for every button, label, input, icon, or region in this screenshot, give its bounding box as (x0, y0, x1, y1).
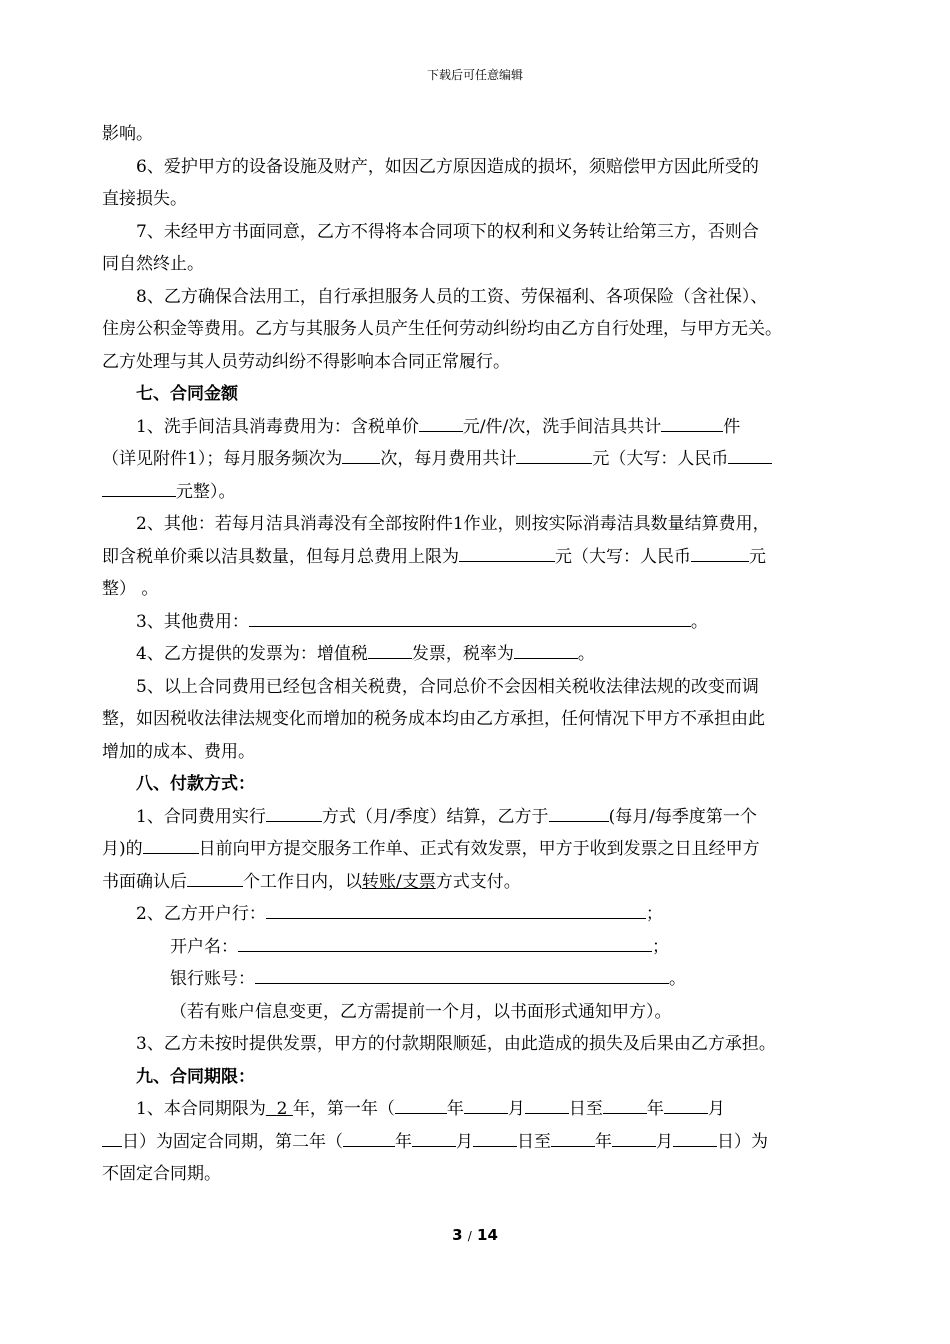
text: 年 (646, 1099, 664, 1119)
paragraph (102, 216, 852, 249)
text: 日前向甲方提交服务工作单、正式有效发票，甲方于收到发票之日且经甲方 (198, 839, 760, 859)
blank-field[interactable] (102, 1126, 122, 1147)
blank-field[interactable] (368, 638, 412, 659)
paragraph (102, 1158, 852, 1191)
paragraph (102, 541, 852, 574)
paragraph (102, 411, 852, 444)
blank-field[interactable] (525, 1093, 569, 1114)
blank-field[interactable] (419, 411, 463, 432)
text: 元/件/次，洗手间洁具共计 (462, 416, 662, 437)
document-body (102, 118, 852, 1191)
text: 元（大写：人民币 (592, 449, 729, 469)
paragraph (102, 671, 852, 704)
page-header: 下载后可任意编辑 (426, 68, 523, 82)
blank-field[interactable] (412, 1126, 456, 1147)
total-pages: 14 (477, 1226, 498, 1244)
text: 1、本合同期限为 (136, 1099, 266, 1119)
paragraph (102, 606, 852, 639)
text: 月 (507, 1099, 525, 1119)
text: 3、乙方未按时提供发票，甲方的付款期限顺延，由此造成的损失及后果由乙方承担。 (136, 1034, 776, 1054)
paragraph (102, 963, 852, 996)
paragraph (102, 248, 852, 281)
blank-field[interactable] (249, 606, 691, 627)
paragraph (102, 508, 852, 541)
blank-field[interactable] (514, 638, 578, 659)
text: 年 (446, 1099, 464, 1119)
text: 方式（月/季度）结算，乙方于 (321, 806, 549, 827)
text: 增加的成本、费用。 (102, 741, 255, 762)
text: ； (645, 904, 663, 924)
text: 4、乙方提供的发票为：增值税 (136, 644, 368, 664)
blank-field[interactable] (473, 1126, 517, 1147)
text: 直接损失。 (102, 189, 187, 209)
blank-field[interactable] (673, 1126, 717, 1147)
text: 1、合同费用实行 (136, 806, 266, 827)
text: 7、未经甲方书面同意，乙方不得将本合同项下的权利和义务转让给第三方，否则合 (136, 221, 759, 242)
text: 日）为固定合同期，第二年（ (122, 1131, 343, 1152)
section-heading-7: 七、合同金额 (136, 384, 238, 404)
payment-method-text: 转账/支票 (362, 871, 436, 892)
text: 月 (656, 1131, 673, 1152)
text: 2、其他：若每月洁具消毒没有全部按附件1作业，则按实际消毒洁具数量结算费用， (136, 514, 770, 534)
blank-field[interactable] (395, 1093, 447, 1114)
text: 方式支付。 (435, 871, 521, 892)
paragraph (102, 996, 852, 1029)
paragraph (102, 866, 852, 899)
text: 同自然终止。 (102, 254, 204, 274)
text: 件 (723, 416, 741, 437)
paragraph (102, 346, 852, 379)
text: 年 (395, 1131, 412, 1152)
paragraph (102, 638, 852, 671)
section-heading-8: 八、付款方式： (136, 774, 255, 794)
text: 开户名： (170, 936, 238, 957)
blank-field[interactable] (187, 866, 243, 887)
paragraph (102, 833, 852, 866)
paragraph (102, 1028, 852, 1061)
text: 。 (669, 969, 686, 989)
text: ； (652, 936, 669, 957)
page-number (0, 1226, 950, 1244)
text: 乙方处理与其人员劳动纠纷不得影响本合同正常履行。 (102, 351, 510, 372)
blank-field[interactable] (464, 1093, 508, 1114)
text: 月 (707, 1099, 725, 1119)
text: 次，每月费用共计 (380, 449, 517, 469)
paragraph (102, 573, 852, 606)
current-page: 3 (452, 1226, 463, 1244)
text: 日）为 (717, 1131, 768, 1152)
text: 住房公积金等费用。乙方与其服务人员产生任何劳动纠纷均由乙方自行处理，与甲方无关。 (102, 319, 782, 339)
account-number-field[interactable] (255, 963, 669, 984)
paragraph (102, 183, 852, 216)
text: 整） 。 (102, 579, 159, 599)
blank-field[interactable] (459, 541, 555, 562)
paragraph (102, 703, 852, 736)
paragraph (102, 476, 852, 509)
paragraph (102, 443, 852, 476)
text: 银行账号： (170, 969, 255, 989)
paragraph (102, 281, 852, 314)
text: 。 (690, 611, 708, 632)
text: 书面确认后 (102, 871, 187, 892)
paragraph (102, 931, 852, 964)
paragraph (102, 313, 852, 346)
blank-field[interactable] (551, 1126, 595, 1147)
text: 整，如因税收法律法规变化而增加的税务成本均由乙方承担，任何情况下甲方不承担由此 (102, 709, 765, 729)
text: 影响。 (102, 124, 153, 144)
text: 2、乙方开户行： (136, 904, 266, 924)
text: 年 (595, 1131, 612, 1152)
paragraph (102, 736, 852, 769)
blank-field[interactable] (691, 541, 749, 562)
text: 元 (749, 546, 766, 567)
paragraph (102, 151, 852, 184)
text: 1、洗手间洁具消毒费用为：含税单价 (136, 416, 419, 437)
page-separator: / (467, 1229, 472, 1243)
paragraph (102, 898, 852, 931)
blank-field[interactable] (102, 476, 176, 497)
blank-field[interactable] (342, 443, 380, 464)
blank-field[interactable] (612, 1126, 656, 1147)
paragraph (102, 1093, 852, 1126)
text: 2 (276, 1099, 288, 1119)
account-name-field[interactable] (238, 931, 652, 952)
blank-field[interactable] (603, 1093, 647, 1114)
section-heading-9: 九、合同期限： (136, 1066, 255, 1087)
text: 元整）。 (176, 481, 236, 502)
text: 。 (577, 644, 595, 664)
blank-field[interactable] (266, 801, 322, 822)
paragraph (102, 1126, 852, 1159)
blank-field[interactable] (664, 1093, 708, 1114)
text: （若有账户信息变更，乙方需提前一个月，以书面形式通知甲方）。 (170, 1001, 672, 1022)
text: 日至 (568, 1099, 603, 1119)
blank-field[interactable] (143, 833, 199, 854)
text: 日至 (517, 1131, 551, 1152)
text: 发票，税率为 (411, 644, 514, 664)
text: 8、乙方确保合法用工，自行承担服务人员的工资、劳保福利、各项保险（含社保）、 (136, 286, 768, 307)
text: 月 (456, 1131, 473, 1152)
blank-field[interactable] (343, 1126, 395, 1147)
text: 年，第一年（ (292, 1099, 395, 1119)
blank-field[interactable] (516, 443, 592, 464)
blank-field[interactable] (549, 801, 609, 822)
text: 月)的 (102, 839, 143, 859)
text: 元（大写：人民币 (555, 546, 691, 567)
paragraph (102, 118, 852, 151)
text: 个工作日内，以 (243, 871, 362, 892)
text: (每月/每季度第一个 (608, 806, 757, 827)
contract-years (266, 1099, 293, 1119)
blank-field[interactable] (661, 411, 723, 432)
blank-field[interactable] (728, 443, 772, 464)
text: 5、以上合同费用已经包含相关税费，合同总价不会因相关税收法律法规的改变而调 (136, 676, 759, 697)
text: 不固定合同期。 (102, 1164, 221, 1184)
bank-name-field[interactable] (266, 898, 646, 919)
text: 6、爱护甲方的设备设施及财产，如因乙方原因造成的损坏，须赔偿甲方因此所受的 (136, 156, 759, 177)
text: 3、其他费用： (136, 611, 249, 632)
text: （详见附件1）；每月服务频次为 (102, 449, 343, 469)
text: 即含税单价乘以洁具数量，但每月总费用上限为 (102, 546, 459, 567)
paragraph (102, 801, 852, 834)
